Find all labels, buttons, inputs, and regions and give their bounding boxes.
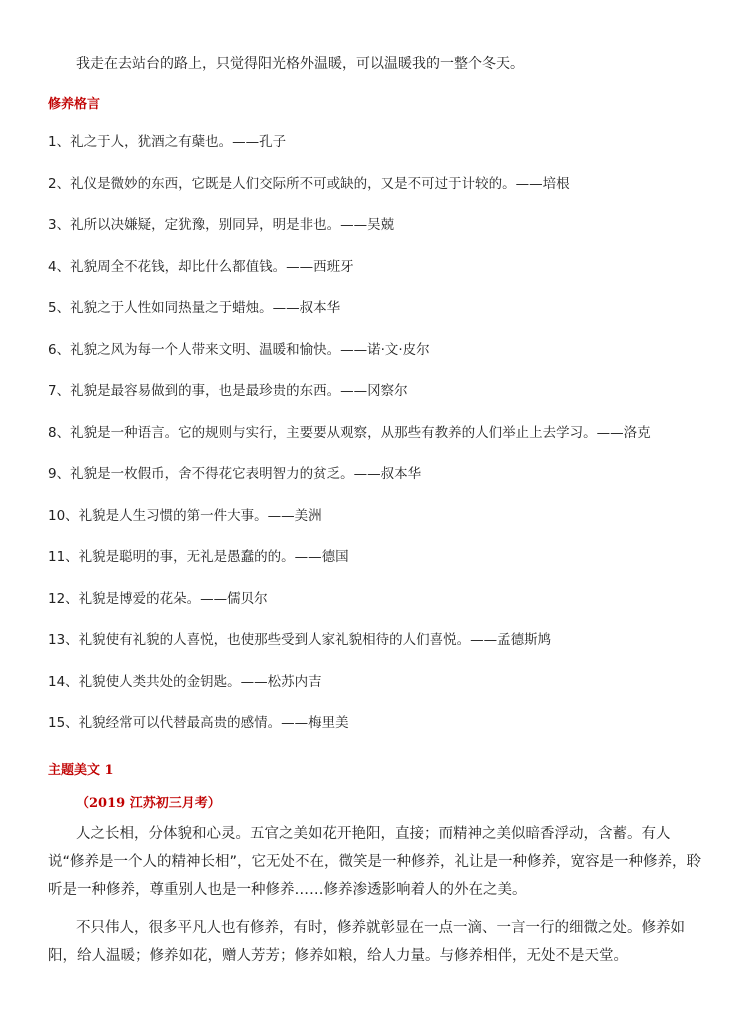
intro-paragraph: 我走在去站台的路上，只觉得阳光格外温暖，可以温暖我的一整个冬天。 [76,56,524,72]
list-item: 1、礼之于人，犹酒之有蘖也。——孔子 [48,134,287,150]
list-item: 3、礼所以决嫌疑，定犹豫，别同异，明是非也。——吴兢 [48,217,395,233]
list-item: 2、礼仪是微妙的东西，它既是人们交际所不可或缺的，又是不可过于计较的。——培根 [48,175,570,192]
section-heading-essay: 主题美文 1 [48,763,114,778]
list-item: 15、礼貌经常可以代替最高贵的感情。——梅里美 [48,715,349,731]
list-item: 4、礼貌周全不花钱，却比什么都值钱。——西班牙 [48,258,354,275]
list-item: 5、礼貌之于人性如同热量之于蜡烛。——叔本华 [48,300,341,316]
essay-source: （2019 江苏初三月考） [76,796,221,811]
list-item: 11、礼貌是聪明的事，无礼是愚蠢的的。——德国 [48,549,349,565]
list-item: 6、礼貌之风为每一个人带来文明、温暖和愉快。——诺·文·皮尔 [48,341,430,358]
essay-paragraph: 不只伟人，很多平凡人也有修养，有时，修养就彰显在一点一滴、一言一行的细微之处。修养如阳，给人温暖；修养如花，赠人芳芳；修养如粮，给人力量。与修养相伴，无处不是天堂。 [48,920,685,964]
list-item: 13、礼貌使有礼貌的人喜悦，也使那些受到人家礼貌相待的人们喜悦。——孟德斯鸠 [48,632,552,648]
list-item: 8、礼貌是一种语言。它的规则与实行，主要要从观察，从那些有教养的人们举止上去学习。——洛克 [48,424,651,441]
list-item: 7、礼貌是最容易做到的事，也是最珍贵的东西。——冈察尔 [48,383,408,399]
section-heading-maxims: 修养格言 [48,97,101,112]
list-item: 10、礼貌是人生习惯的第一件大事。——美洲 [48,507,322,524]
list-item: 9、礼貌是一枚假币，舍不得花它表明智力的贫乏。——叔本华 [48,466,422,482]
list-item: 14、礼貌使人类共处的金钥匙。——松苏内吉 [48,673,322,690]
essay-paragraph: 人之长相，分体貌和心灵。五官之美如花开艳阳，直接；而精神之美似暗香浮动，含蓄。有人说“修养是一个人的精神长相”，它无处不在，微笑是一种修养，礼让是一种修养，宽容是一种修养，聆听是一种修养，尊重别人也是一种修养……修养渗透影响着人的外在之美。 [48,826,702,898]
maxims-list [48,131,728,754]
list-item: 12、礼貌是博爱的花朵。——儒贝尔 [48,590,268,607]
